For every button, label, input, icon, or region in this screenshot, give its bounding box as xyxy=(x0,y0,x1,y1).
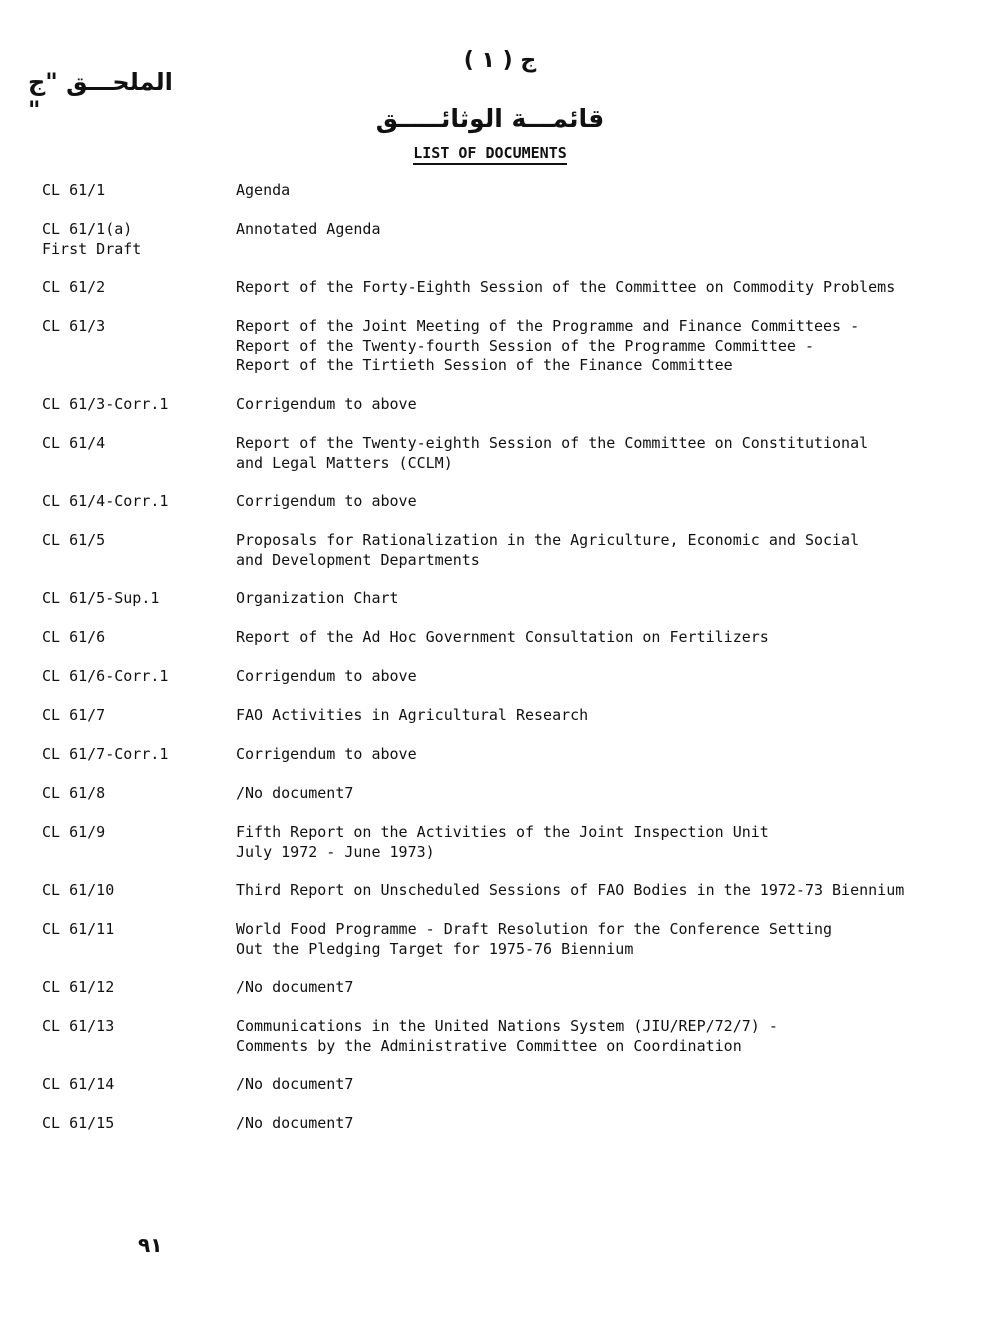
document-code: CL 61/11 xyxy=(42,920,115,938)
document-description: /No document7 xyxy=(236,784,354,802)
document-description: Report of the Joint Meeting of the Programme and Finance Committees - Report of the Twenty-fourth Session of the Programme Committee - Report of the Tirtieth Session of the Finance Committee xyxy=(236,317,860,374)
title-arabic: قائمـــة الوثائـــــق xyxy=(375,104,605,133)
document-description: Report of the Ad Hoc Government Consultation on Fertilizers xyxy=(236,628,769,646)
document-code: CL 61/14 xyxy=(42,1075,115,1093)
document-description: /No document7 xyxy=(236,978,354,996)
document-code: CL 61/5-Sup.1 xyxy=(42,589,160,607)
document-description: Agenda xyxy=(236,181,291,199)
document-description: Corrigendum to above xyxy=(236,395,417,413)
document-code: CL 61/4 xyxy=(42,434,106,452)
document-code: CL 61/3 xyxy=(42,317,106,335)
document-description: Report of the Twenty-eighth Session of the Committee on Constitutional and Legal Matters (CCLM) xyxy=(236,434,869,472)
document-code: CL 61/4-Corr.1 xyxy=(42,492,169,510)
document-code: CL 61/5 xyxy=(42,531,106,549)
document-description: Corrigendum to above xyxy=(236,667,417,685)
document-code: CL 61/6-Corr.1 xyxy=(42,667,169,685)
document-code: CL 61/8 xyxy=(42,784,106,802)
document-code: CL 61/7 xyxy=(42,706,106,724)
document-code: CL 61/6 xyxy=(42,628,106,646)
document-code: CL 61/7-Corr.1 xyxy=(42,745,169,763)
document-description: /No document7 xyxy=(236,1075,354,1093)
annex-label: الملحـــق "ج " xyxy=(28,68,173,124)
document-description: Proposals for Rationalization in the Agriculture, Economic and Social and Development Departments xyxy=(236,531,860,569)
title-english xyxy=(340,144,640,162)
document-code: CL 61/12 xyxy=(42,978,115,996)
document-description: /No document7 xyxy=(236,1114,354,1132)
page-number: ٩١ xyxy=(138,1233,163,1257)
page-marker: ج ( ١ ) xyxy=(463,48,537,73)
document-description: Report of the Forty-Eighth Session of the Committee on Commodity Problems xyxy=(236,278,896,296)
document-description: Organization Chart xyxy=(236,589,399,607)
document-description: World Food Programme - Draft Resolution for the Conference Setting Out the Pledging Target for 1975-76 Biennium xyxy=(236,920,833,958)
document-code: CL 61/2 xyxy=(42,278,106,296)
document-code: CL 61/13 xyxy=(42,1017,115,1035)
document-code: CL 61/15 xyxy=(42,1114,115,1132)
document-code: CL 61/1(a) First Draft xyxy=(42,220,142,258)
document-description: Third Report on Unscheduled Sessions of FAO Bodies in the 1972-73 Biennium xyxy=(236,881,905,899)
document-description: Communications in the United Nations System (JIU/REP/72/7) - Comments by the Administrative Committee on Coordination xyxy=(236,1017,778,1055)
document-description: Fifth Report on the Activities of the Joint Inspection Unit July 1972 - June 1973) xyxy=(236,823,769,861)
document-code: CL 61/3-Corr.1 xyxy=(42,395,169,413)
document-description: Corrigendum to above xyxy=(236,745,417,763)
document-description: Corrigendum to above xyxy=(236,492,417,510)
document-description: FAO Activities in Agricultural Research xyxy=(236,706,589,724)
document-code: CL 61/1 xyxy=(42,181,106,199)
document-description: Annotated Agenda xyxy=(236,220,381,238)
title-english-text: LIST OF DOCUMENTS xyxy=(413,144,567,165)
document-code: CL 61/9 xyxy=(42,823,106,841)
document-code: CL 61/10 xyxy=(42,881,115,899)
